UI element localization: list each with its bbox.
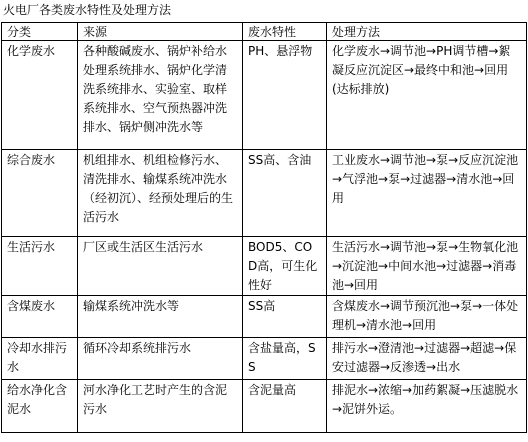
table-header-row [2, 23, 527, 41]
cell-source: 河水净化工艺时产生的含泥污水 [78, 380, 243, 433]
cell-source: 厂区或生活区生活污水 [78, 237, 243, 296]
header-property: 废水特性 [243, 23, 327, 41]
cell-source: 输煤系统冲洗水等 [78, 296, 243, 338]
cell-method: 排污水→澄清池→过滤器→超滤→保安过滤器→反渗透→出水 [327, 338, 527, 380]
table-row [2, 296, 527, 338]
cell-property: 含泥量高 [243, 380, 327, 433]
table-row [2, 380, 527, 433]
cell-category: 给水净化含泥水 [2, 380, 78, 433]
cell-property: BOD5、COD高，可生化性好 [243, 237, 327, 296]
cell-category: 化学废水 [2, 41, 78, 150]
cell-method: 工业废水→调节池→泵→反应沉淀池→气浮池→泵→过滤器→清水池→回用 [327, 150, 527, 237]
table-row [2, 237, 527, 296]
document-title: 火电厂各类废水特性及处理方法 [3, 3, 172, 17]
wastewater-table [1, 22, 527, 433]
table-row [2, 41, 527, 150]
cell-category: 冷却水排污水 [2, 338, 78, 380]
cell-property: SS高 [243, 296, 327, 338]
cell-property: 含盐量高，SS [243, 338, 327, 380]
header-method: 处理方法 [327, 23, 527, 41]
cell-category: 综合废水 [2, 150, 78, 237]
cell-property: PH、悬浮物 [243, 41, 327, 150]
cell-method: 化学废水→调节池→PH调节槽→絮凝反应沉淀区→最终中和池→回用(达标排放) [327, 41, 527, 150]
table-row [2, 338, 527, 380]
cell-source: 各种酸碱废水、锅炉补给水处理系统排水、锅炉化学清洗系统排水、实验室、取样系统排水、空气预热器冲洗排水、锅炉侧冲洗水等 [78, 41, 243, 150]
cell-category: 含煤废水 [2, 296, 78, 338]
cell-property: SS高、含油 [243, 150, 327, 237]
cell-method: 含煤废水→调节预沉池→泵→一体处理机→清水池→回用 [327, 296, 527, 338]
header-source: 来源 [78, 23, 243, 41]
table-row [2, 150, 527, 237]
cell-source: 循环冷却系统排污水 [78, 338, 243, 380]
header-category: 分类 [2, 23, 78, 41]
cell-method: 排泥水→浓缩→加药絮凝→压滤脱水→泥饼外运。 [327, 380, 527, 433]
cell-method: 生活污水→调节池→泵→生物氧化池→沉淀池→中间水池→过滤器→消毒池→回用 [327, 237, 527, 296]
cell-category: 生活污水 [2, 237, 78, 296]
cell-source: 机组排水、机组检修污水、清洗排水、输煤系统冲洗水（经初沉）、经预处理后的生活污水 [78, 150, 243, 237]
